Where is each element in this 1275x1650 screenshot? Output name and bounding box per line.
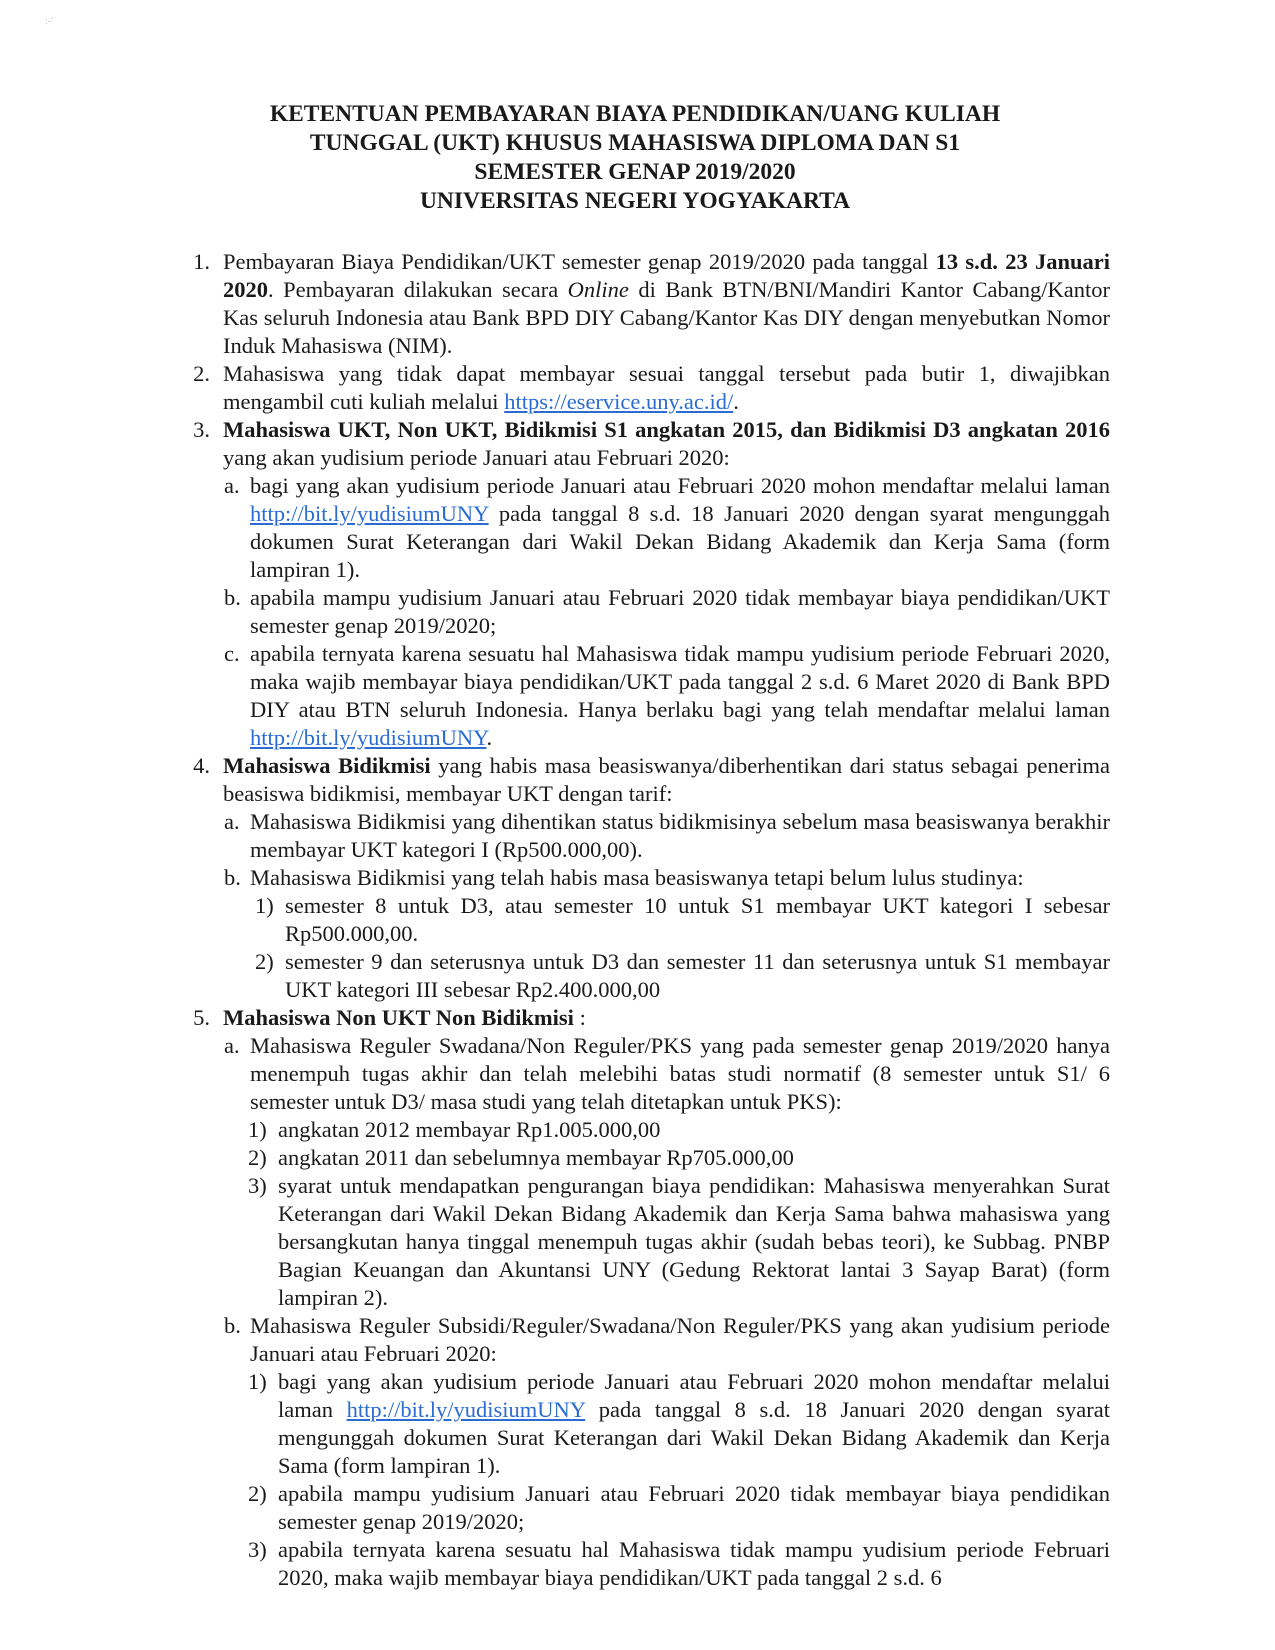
sub-item-letter: c. [224,641,240,666]
item-text: apabila ternyata karena sesuatu hal Mahasiswa tidak mampu yudisium periode Februari 2020, maka wajib membayar biaya pendidikan/UKT pada tanggal 2 s.d. 6 [278,1537,1110,1590]
sub-item-letter: b. [224,585,241,610]
item-text: . [486,725,493,750]
list-item-5b-1 [180,1368,1110,1480]
list-item-5a-2 [180,1144,1110,1172]
item-text: syarat untuk mendapatkan pengurangan biaya pendidikan: Mahasiswa menyerahkan Surat Keterangan dari Wakil Dekan Bidang Akademik dan Kerja Sama bahwa mahasiswa yang bersangkutan hanya tinggal menempuh tugas akhir (sudah bebas teori), ke Subbag. PNBP Bagian Keuangan dan Akuntansi UNY (Gedung Rektorat lantai 3 Sayap Barat) (form lampiran 2). [278,1173,1110,1310]
item-number: 2. [193,361,210,386]
yudisium-link[interactable]: http://bit.ly/yudisiumUNY [250,725,487,750]
sub-item-number: 1) [255,893,274,918]
item-text: bagi yang akan yudisium periode Januari atau Februari 2020 mohon mendaftar melalui laman [250,473,1110,498]
sub-item-letter: a. [224,1033,240,1058]
item-text: yang habis masa beasiswanya/diberhentikan dari status sebagai penerima beasiswa bidikmisi, membayar UKT dengan tarif: [223,753,1110,806]
sub-item-letter: a. [224,809,240,834]
item-text: Mahasiswa Reguler Swadana/Non Reguler/PKS yang pada semester genap 2019/2020 hanya menempuh tugas akhir dan telah melebihi batas studi normatif (8 semester untuk S1/ 6 semester untuk D3/ masa studi yang telah ditetapkan untuk PKS): [250,1033,1110,1114]
item-text: apabila mampu yudisium Januari atau Februari 2020 tidak membayar biaya pendidikan/UKT semester genap 2019/2020; [250,585,1110,638]
item-number: 3. [193,417,210,442]
scan-speck: :-' [45,16,53,27]
payment-date: 13 s.d. 23 Januari 2020 [223,249,1110,302]
item-text: di Bank BTN/BNI/Mandiri Kantor Cabang/Kantor Kas seluruh Indonesia atau Bank BPD DIY Cabang/Kantor Kas DIY dengan menyebutkan Nomor Induk Mahasiswa (NIM). [223,277,1110,358]
item-text: apabila ternyata karena sesuatu hal Mahasiswa tidak mampu yudisium periode Februari 2020, maka wajib membayar biaya pendidikan/UKT pada tanggal 2 s.d. 6 Maret 2020 di Bank BPD DIY atau BTN seluruh Indonesia. Hanya berlaku bagi yang telah mendaftar melalui laman [250,641,1110,722]
list-item-1 [180,248,1110,360]
item-text: Mahasiswa Reguler Subsidi/Reguler/Swadana/Non Reguler/PKS yang akan yudisium periode Januari atau Februari 2020: [250,1313,1110,1366]
sub-item-number: 1) [248,1369,267,1394]
item-text: pada tanggal 8 s.d. 18 Januari 2020 dengan syarat mengunggah dokumen Surat Keterangan dari Wakil Dekan Bidang Akademik dan Kerja Sama (form lampiran 1). [250,501,1110,582]
list-item-2 [180,360,1110,416]
sub-item-number: 1) [248,1117,267,1142]
list-item-3c [180,640,1110,752]
list-item-5 [180,1004,1110,1032]
title-line-2: TUNGGAL (UKT) KHUSUS MAHASISWA DIPLOMA DAN S1 [309,130,961,156]
item-number: 5. [193,1005,210,1030]
item-text: angkatan 2012 membayar Rp1.005.000,00 [278,1117,661,1142]
item-text: . [733,389,739,414]
item-number: 4. [193,753,210,778]
yudisium-link[interactable]: http://bit.ly/yudisiumUNY [250,501,489,526]
list-item-5b-3 [180,1536,1110,1592]
list-item-5a-3 [180,1172,1110,1312]
sub-item-number: 2) [248,1481,267,1506]
online-emphasis: Online [567,277,629,302]
sub-item-number: 2) [255,949,274,974]
item-text: Mahasiswa Bidikmisi yang telah habis masa beasiswanya tetapi belum lulus studinya: [250,865,1024,890]
title-line-4: UNIVERSITAS NEGERI YOGYAKARTA [419,188,851,214]
item-text: Mahasiswa yang tidak dapat membayar sesuai tanggal tersebut pada butir 1, diwajibkan mengambil cuti kuliah melalui [223,361,1110,414]
title-line-3: SEMESTER GENAP 2019/2020 [474,159,796,185]
item-heading: Mahasiswa Non UKT Non Bidikmisi [223,1005,574,1030]
sub-item-letter: b. [224,1313,241,1338]
item-text: apabila mampu yudisium Januari atau Februari 2020 tidak membayar biaya pendidikan semester genap 2019/2020; [278,1481,1110,1534]
item-text: : [573,1005,586,1030]
item-text: Mahasiswa Bidikmisi yang dihentikan status bidikmisinya sebelum masa beasiswanya berakhir membayar UKT kategori I (Rp500.000,00). [250,809,1110,862]
list-item-3 [180,416,1110,472]
list-item-4b [180,864,1110,892]
item-text: bagi yang akan yudisium periode Januari atau Februari 2020 mohon mendaftar melalui laman [278,1369,1110,1422]
list-item-4b-1 [180,892,1110,948]
item-heading: Mahasiswa Bidikmisi [223,753,431,778]
item-text: Pembayaran Biaya Pendidikan/UKT semester genap 2019/2020 pada tanggal [223,249,936,274]
list-item-4b-2 [180,948,1110,1004]
sub-item-letter: a. [224,473,240,498]
yudisium-link[interactable]: http://bit.ly/yudisiumUNY [346,1397,586,1422]
item-number: 1. [193,249,210,274]
list-item-5b-2 [180,1480,1110,1536]
list-item-5a-1 [180,1116,1110,1144]
list-item-4a [180,808,1110,864]
sub-item-number: 3) [248,1173,267,1198]
list-item-3b [180,584,1110,640]
list-item-4 [180,752,1110,808]
item-text: semester 8 untuk D3, atau semester 10 untuk S1 membayar UKT kategori I sebesar Rp500.000,00. [285,893,1110,946]
item-heading: Mahasiswa UKT, Non UKT, Bidikmisi S1 angkatan 2015, dan Bidikmisi D3 angkatan 2016 [223,417,1110,442]
item-text: angkatan 2011 dan sebelumnya membayar Rp705.000,00 [278,1145,794,1170]
item-text: semester 9 dan seterusnya untuk D3 dan semester 11 dan seterusnya untuk S1 membayar UKT kategori III sebesar Rp2.400.000,00 [285,949,1110,1002]
item-text: yang akan yudisium periode Januari atau Februari 2020: [223,445,730,470]
item-text: . Pembayaran dilakukan secara [268,277,568,302]
sub-item-letter: b. [224,865,241,890]
sub-item-number: 3) [248,1537,267,1562]
sub-item-number: 2) [248,1145,267,1170]
document-title [150,100,1120,216]
list-item-3a [180,472,1110,584]
title-line-1: KETENTUAN PEMBAYARAN BIAYA PENDIDIKAN/UANG KULIAH [269,101,1001,127]
eservice-link[interactable]: https://eservice.uny.ac.id/ [504,389,734,414]
list-item-5b [180,1312,1110,1368]
item-text: pada tanggal 8 s.d. 18 Januari 2020 dengan syarat mengunggah dokumen Surat Keterangan dari Wakil Dekan Bidang Akademik dan Kerja Sama (form lampiran 1). [278,1397,1111,1478]
regulation-list [180,248,1110,1592]
list-item-5a [180,1032,1110,1116]
